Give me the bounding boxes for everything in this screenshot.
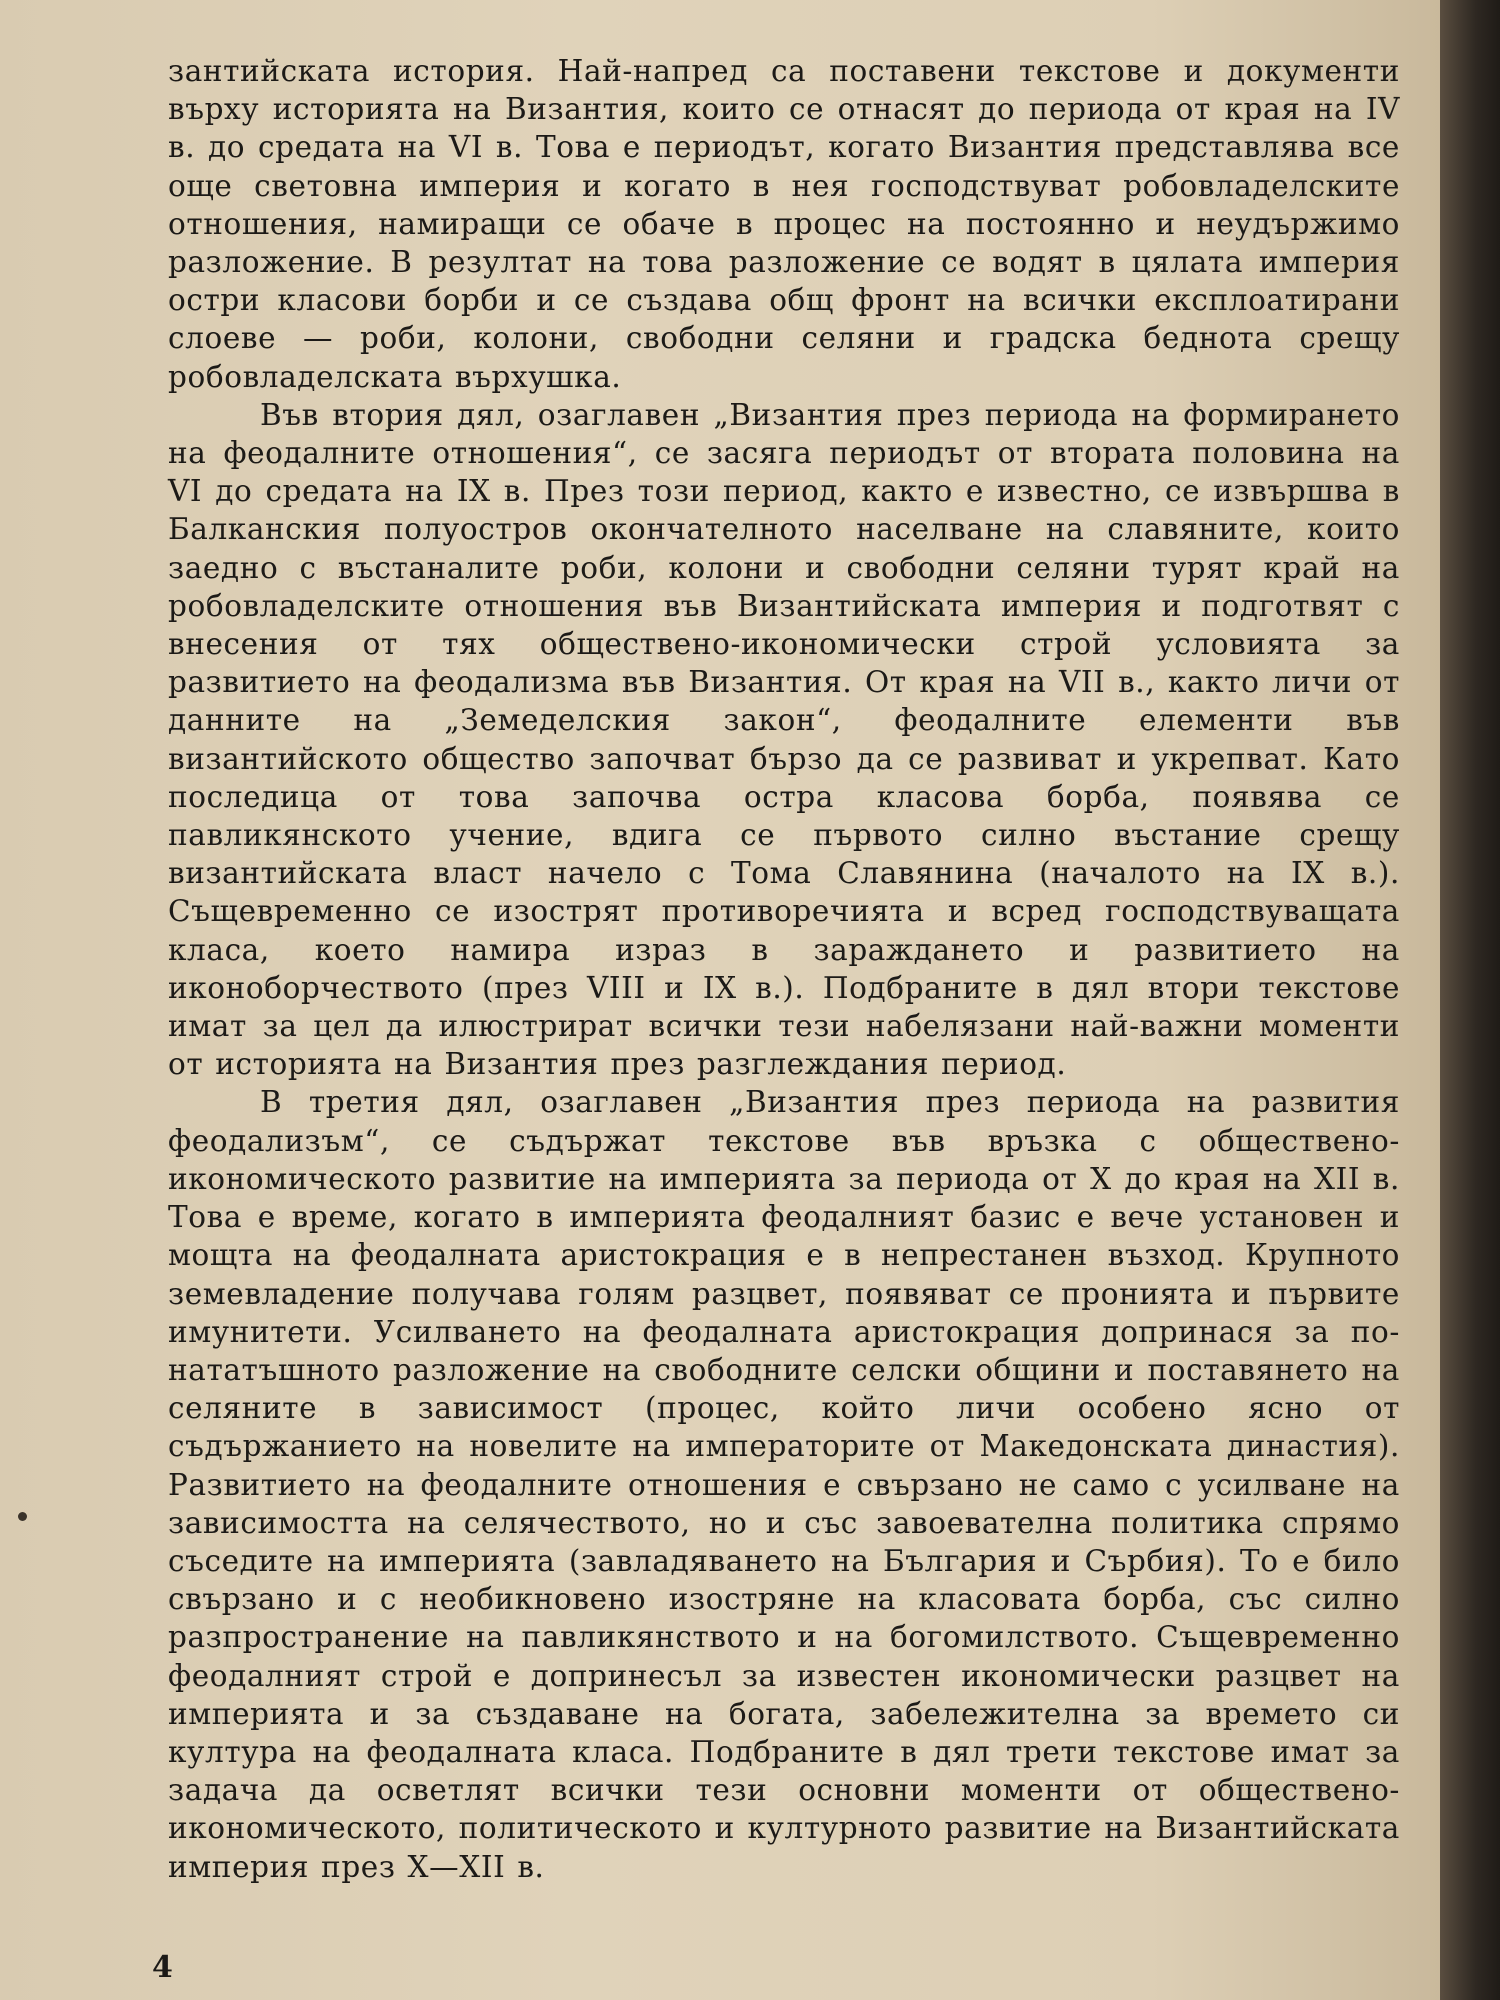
- body-text: [168, 52, 1400, 1886]
- paragraph-3: В третия дял, озаглавен „Византия през периода на развития феодализъм“, се съдържат текстове във връзка с обществено-икономическото развитие на империята за периода от X до края на XII в. Това е време, когато в империята феодалният базис е вече установен и мощта на феодалната аристокрация е в непрестанен възход. Крупното земевладение получава голям разцвет, появяват се пронията и първите имунитети. Усилването на феодалната аристокрация допринася за по-нататъшното разложение на свободните селски общини и поставянето на селяните в зависимост (процес, който личи особено ясно от съдържанието на новелите на императорите от Македонската династия). Развитието на феодалните отношения е свързано не само с усилване на зависимостта на селячеството, но и със завоевателна политика спрямо съседите на империята (завладяването на България и Сърбия). То е било свързано и с необикновено изостряне на класовата борба, със силно разпространение на павликянството и на богомилството. Същевременно феодалният строй е допринесъл за известен икономически разцвет на империята и за създаване на богата, забележителна за времето си култура на феодалната класа. Подбраните в дял трети текстове имат за задача да осветлят всички тези основни моменти от обществено-икономическото, политическото и културното развитие на Византийската империя през X—XII в.: [168, 1085, 1400, 1884]
- page-number: 4: [152, 1950, 173, 1985]
- paper-speck: [18, 1512, 27, 1521]
- paragraph-2: Във втория дял, озаглавен „Византия през периода на формирането на феодалните отношения“, се засяга периодът от втората половина на VI до средата на IX в. През този период, както е известно, се извършва в Балканския полуостров окончателното населване на славяните, които заедно с въстаналите роби, колони и свободни селяни турят край на робовладелските отношения във Византийската империя и подготвят с внесения от тях обществено-икономически строй условията за развитието на феодализма във Византия. От края на VII в., както личи от данните на „Земеделския закон“, феодалните елементи във византийското общество започват бързо да се развиват и укрепват. Като последица от това започва остра класова борба, появява се павликянското учение, вдига се първото силно въстание срещу византийската власт начело с Тома Славянина (началото на IX в.). Същевременно се изострят противоречията и всред господствуващата класа, което намира израз в зараждането и развитието на иконоборчеството (през VIII и IX в.). Подбраните в дял втори текстове имат за цел да илюстрират всички тези набелязани най-важни моменти от историята на Византия през разглеждания период.: [168, 397, 1400, 1082]
- paragraph-1: зантийската история. Най-напред са поставени текстове и документи върху историята на Византия, които се отнасят до периода от края на IV в. до средата на VI в. Това е периодът, когато Византия представлява все още световна империя и когато в нея господствуват робовладелските отношения, намиращи се обаче в процес на постоянно и неудържимо разложение. В резултат на това разложение се водят в цялата империя остри класови борби и се създава общ фронт на всички експлоатирани слоеве — роби, колони, свободни селяни и градска беднота срещу робовладелската върхушка.: [168, 54, 1400, 394]
- page-edge-shadow: [1440, 0, 1500, 2000]
